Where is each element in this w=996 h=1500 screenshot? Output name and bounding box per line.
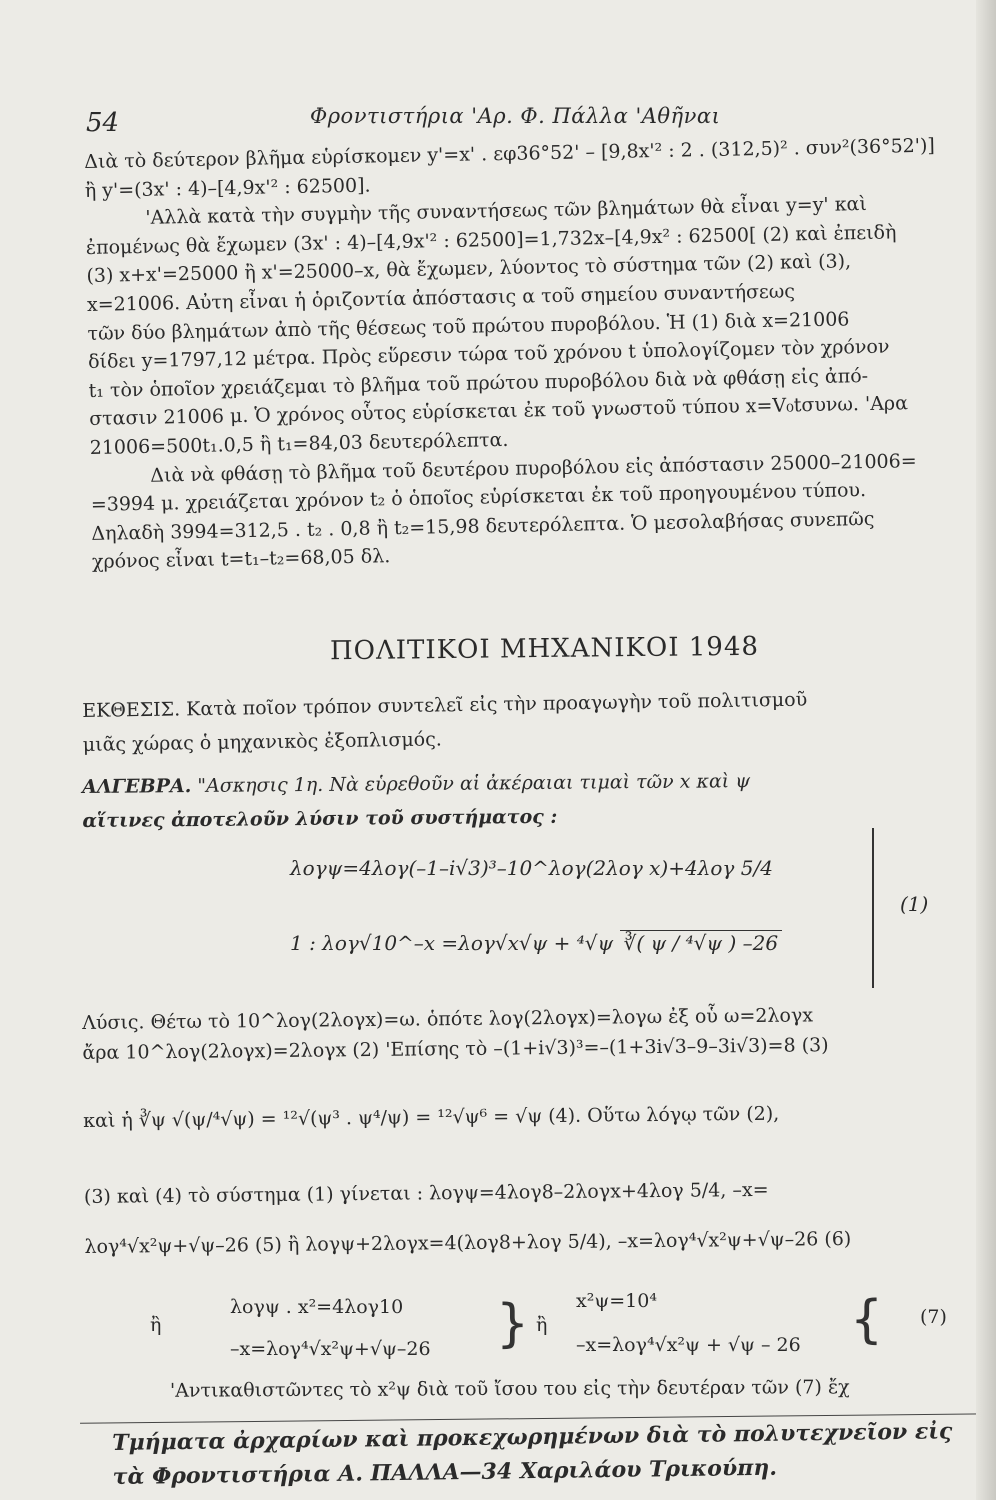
- text-line: t₁ τὸν ὁποῖον χρειάζεμαι τὸ βλῆμα τοῦ πρώτου πυροβόλου διὰ νὰ φθάσῃ εἰς ἀπό-: [88, 364, 869, 402]
- equation-number: (1): [900, 892, 929, 916]
- text-line: Διὰ νὰ φθάσῃ τὸ βλῆμα τοῦ δευτέρου πυροβόλου εἰς ἀπόστασιν 25000–21006=: [150, 449, 917, 487]
- page-number: 54: [86, 108, 120, 138]
- or-word: ἢ: [150, 1314, 162, 1336]
- text-line: x=21006. Αὐτη εἶναι ἡ ὁριζοντία ἀπόστασις α τοῦ σημείου συναντήσεως: [86, 280, 796, 316]
- equation-2-prefix: 1 : λογ√10^–x =λογ√x√ψ + ⁴√ψ: [290, 931, 614, 955]
- sys7-left-eq1: λογψ . x²=4λογ10: [230, 1296, 404, 1318]
- text-line: (3) x+x'=25000 ἢ x'=25000–x, θὰ ἔχωμεν, λύοντος τὸ σύστημα τῶν (2) καὶ (3),: [86, 250, 852, 288]
- solution-line: ἄρα 10^λογ(2λογx)=2λογx (2) 'Επίσης τὸ –(1+i√3)³=–(1+3i√3–9–3i√3)=8 (3): [82, 1034, 829, 1064]
- solution-line: (3) καὶ (4) τὸ σύστημα (1) γίνεται : λογψ=4λογ8–2λογx+4λογ 5/4, –x=: [83, 1178, 769, 1208]
- text-line: τῶν δύο βλημάτων ἀπὸ τῆς θέσεως τοῦ πρώτου πυροβόλου. Ἡ (1) διὰ x=21006: [87, 307, 850, 345]
- algebra-text: "Ασκησις 1η. Νὰ εὑρεθοῦν αἱ ἀκέραιαι τιμαὶ τῶν x καὶ ψ: [197, 770, 751, 797]
- brace-icon: {: [850, 1290, 884, 1350]
- text-line: 'Αλλὰ κατὰ τὴν συγμὴν τῆς συναντήσεως τῶν βλημάτων θὰ εἶναι y=y' καὶ: [145, 193, 868, 230]
- algebra-exercise: [82, 764, 751, 838]
- text-line: Δηλαδὴ 3994=312,5 . t₂ . 0,8 ἢ t₂=15,98 δευτερόλεπτα. Ὁ μεσολαβήσας συνεπῶς: [91, 507, 875, 545]
- footer-line: τὰ Φροντιστήρια Α. ΠΑΛΛΑ—34 Χαριλάου Τρικούπη.: [112, 1454, 778, 1490]
- text-line: δίδει y=1797,12 μέτρα. Πρὸς εὕρεσιν τώρα τοῦ χρόνου t ὑπολογίζομεν τὸν χρόνον: [87, 335, 890, 374]
- system-bracket: [858, 828, 874, 988]
- sys7-right-eq2: –x=λογ⁴√x²ψ + √ψ – 26: [576, 1334, 801, 1356]
- text-line: χρόνος εἶναι t=t₁–t₂=68,05 δλ.: [91, 545, 391, 574]
- text-line: 'Αντικαθιστῶντες τὸ x²ψ διὰ τοῦ ἴσου του εἰς τὴν δευτέραν τῶν (7) ἔχ: [169, 1376, 850, 1402]
- sys7-right-eq1: x²ψ=10⁴: [576, 1290, 657, 1312]
- text-line: =3994 μ. χρειάζεται χρόνον t₂ ὁ ὁποῖος εὑρίσκεται ἐκ τοῦ προηγουμένου τύπου.: [90, 479, 867, 517]
- equation-system-7: [150, 1290, 970, 1370]
- text-line: στασιν 21006 μ. Ὁ χρόνος οὗτος εὑρίσκεται ἐκ τοῦ γνωστοῦ τύπου x=V₀tσυνω. 'Αρα: [88, 392, 909, 431]
- equation-2-root: ∛( ψ / ⁴√ψ ) –26: [620, 930, 782, 955]
- equation-1: λογψ=4λογ(–1–i√3)³–10^λογ(2λογ x)+4λογ 5/4: [290, 856, 773, 880]
- sys7-left-eq2: –x=λογ⁴√x²ψ+√ψ–26: [230, 1338, 431, 1360]
- algebra-line: αἵτινες ἀποτελοῦν λύσιν τοῦ συστήματος :: [82, 805, 558, 832]
- or-word: ἢ: [536, 1314, 548, 1336]
- algebra-line: [82, 764, 750, 804]
- brace-icon: }: [496, 1294, 530, 1354]
- footer-advert: [112, 1414, 953, 1494]
- text-line: ἢ y'=(3x' : 4)–[4,9x'² : 62500].: [84, 174, 371, 202]
- solution-line: Λύσις. Θέτω τὸ 10^λογ(2λογx)=ω. ὁπότε λογ(2λογx)=λογω ἐξ οὗ ω=2λογx: [82, 1004, 814, 1034]
- footer-line: Τμήματα ἀρχαρίων καὶ προκεχωρημένων διὰ τὸ πολυτεχνεῖον εἰς: [112, 1418, 953, 1456]
- equation-2: [290, 930, 782, 955]
- algebra-label: ΑΛΓΕΒΡΑ.: [82, 775, 192, 798]
- equation-number: (7): [920, 1306, 947, 1328]
- essay-prompt: [82, 683, 808, 762]
- equation-system: [290, 830, 850, 990]
- essay-line: ΕΚΘΕΣΙΣ. Κατὰ ποῖον τρόπον συντελεῖ εἰς τὴν προαγωγὴν τοῦ πολιτισμοῦ: [82, 688, 808, 722]
- solution-line: καὶ ἡ ∛ψ √(ψ/⁴√ψ) = ¹²√(ψ³ . ψ⁴/ψ) = ¹²√ψ⁶ = √ψ (4). Οὕτω λόγῳ τῶν (2),: [83, 1102, 780, 1132]
- running-head: Φροντιστήρια 'Αρ. Φ. Πάλλα 'Αθῆναι: [310, 104, 721, 128]
- text-line: Διὰ τὸ δεύτερον βλῆμα εὑρίσκομεν y'=x' . εφ36°52' – [9,8x'² : 2 . (312,5)² . συν²(36°52')]: [84, 134, 936, 173]
- solution-line: λογ⁴√x²ψ+√ψ–26 (5) ἢ λογψ+2λογx=4(λογ8+λογ 5/4), –x=λογ⁴√x²ψ+√ψ–26 (6): [84, 1227, 852, 1258]
- essay-line: μιᾶς χώρας ὁ μηχανικὸς ἐξοπλισμός.: [82, 728, 442, 756]
- section-heading: ΠΟΛΙΤΙΚΟΙ ΜΗΧΑΝΙΚΟΙ 1948: [329, 631, 760, 667]
- page-edge-shadow: [976, 0, 996, 1500]
- text-line: 21006=500t₁.0,5 ἢ t₁=84,03 δευτερόλεπτα.: [89, 428, 509, 459]
- body-paragraphs: [84, 131, 992, 577]
- solution: [82, 998, 995, 1262]
- text-line: ἐπομένως θὰ ἔχωμεν (3x' : 4)–[4,9x'² : 62500]=1,732x–[4,9x² : 62500[ (2) καὶ ἐπειδὴ: [85, 221, 897, 259]
